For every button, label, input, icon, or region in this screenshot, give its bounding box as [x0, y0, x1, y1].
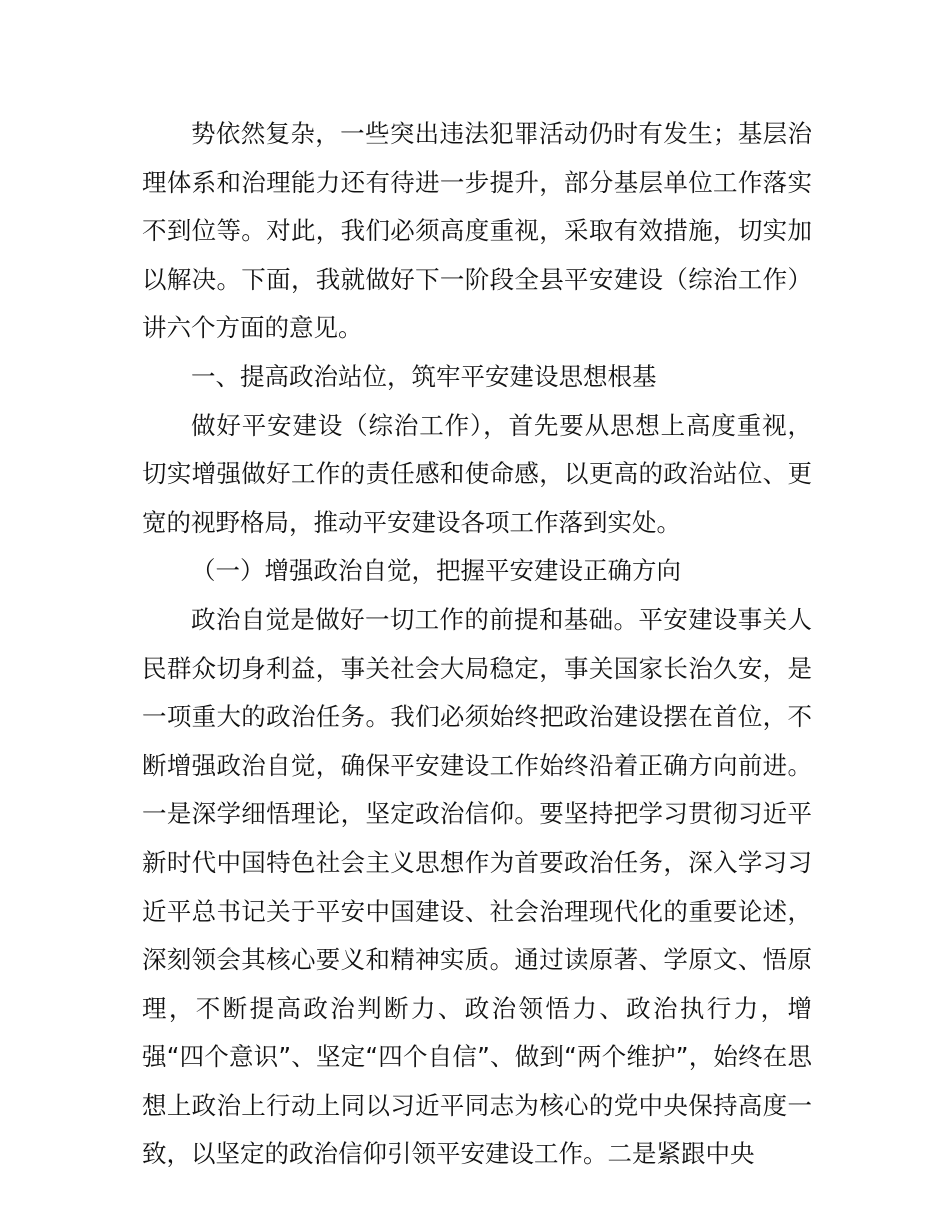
paragraph-intro: 做好平安建设（综治工作），首先要从思想上高度重视，切实增强做好工作的责任感和使命感，以更高的政治站位、更宽的视野格局，推动平安建设各项工作落到实处。 [142, 410, 812, 537]
subsection-heading-1: （一）增强政治自觉，把握平安建设正确方向 [191, 556, 681, 586]
paragraph-situation: 势依然复杂，一些突出违法犯罪活动仍时有发生；基层治理体系和治理能力还有待进一步提升，部分基层单位工作落实不到位等。对此，我们必须高度重视，采取有效措施，切实加以解决。下面，我就做好下一阶段全县平安建设（综治工作）讲六个方面的意见。 [142, 119, 812, 343]
document-body [142, 110, 812, 1179]
paragraph-political-awareness: 政治自觉是做好一切工作的前提和基础。平安建设事关人民群众切身利益，事关社会大局稳定，事关国家长治久安，是一项重大的政治任务。我们必须始终把政治建设摆在首位，不断增强政治自觉，确保平安建设工作始终沿着正确方向前进。一是深学细悟理论，坚定政治信仰。要坚持把学习贯彻习近平新时代中国特色社会主义思想作为首要政治任务，深入学习习近平总书记关于平安中国建设、社会治理现代化的重要论述，深刻领会其核心要义和精神实质。通过读原著、学原文、悟原理，不断提高政治判断力、政治领悟力、政治执行力，增强“四个意识”、坚定“四个自信”、做到“两个维护”，始终在思想上政治上行动上同以习近平同志为核心的党中央保持高度一致，以坚定的政治信仰引领平安建设工作。二是紧跟中央 [142, 604, 812, 1169]
section-heading-1: 一、提高政治站位，筑牢平安建设思想根基 [191, 361, 657, 391]
